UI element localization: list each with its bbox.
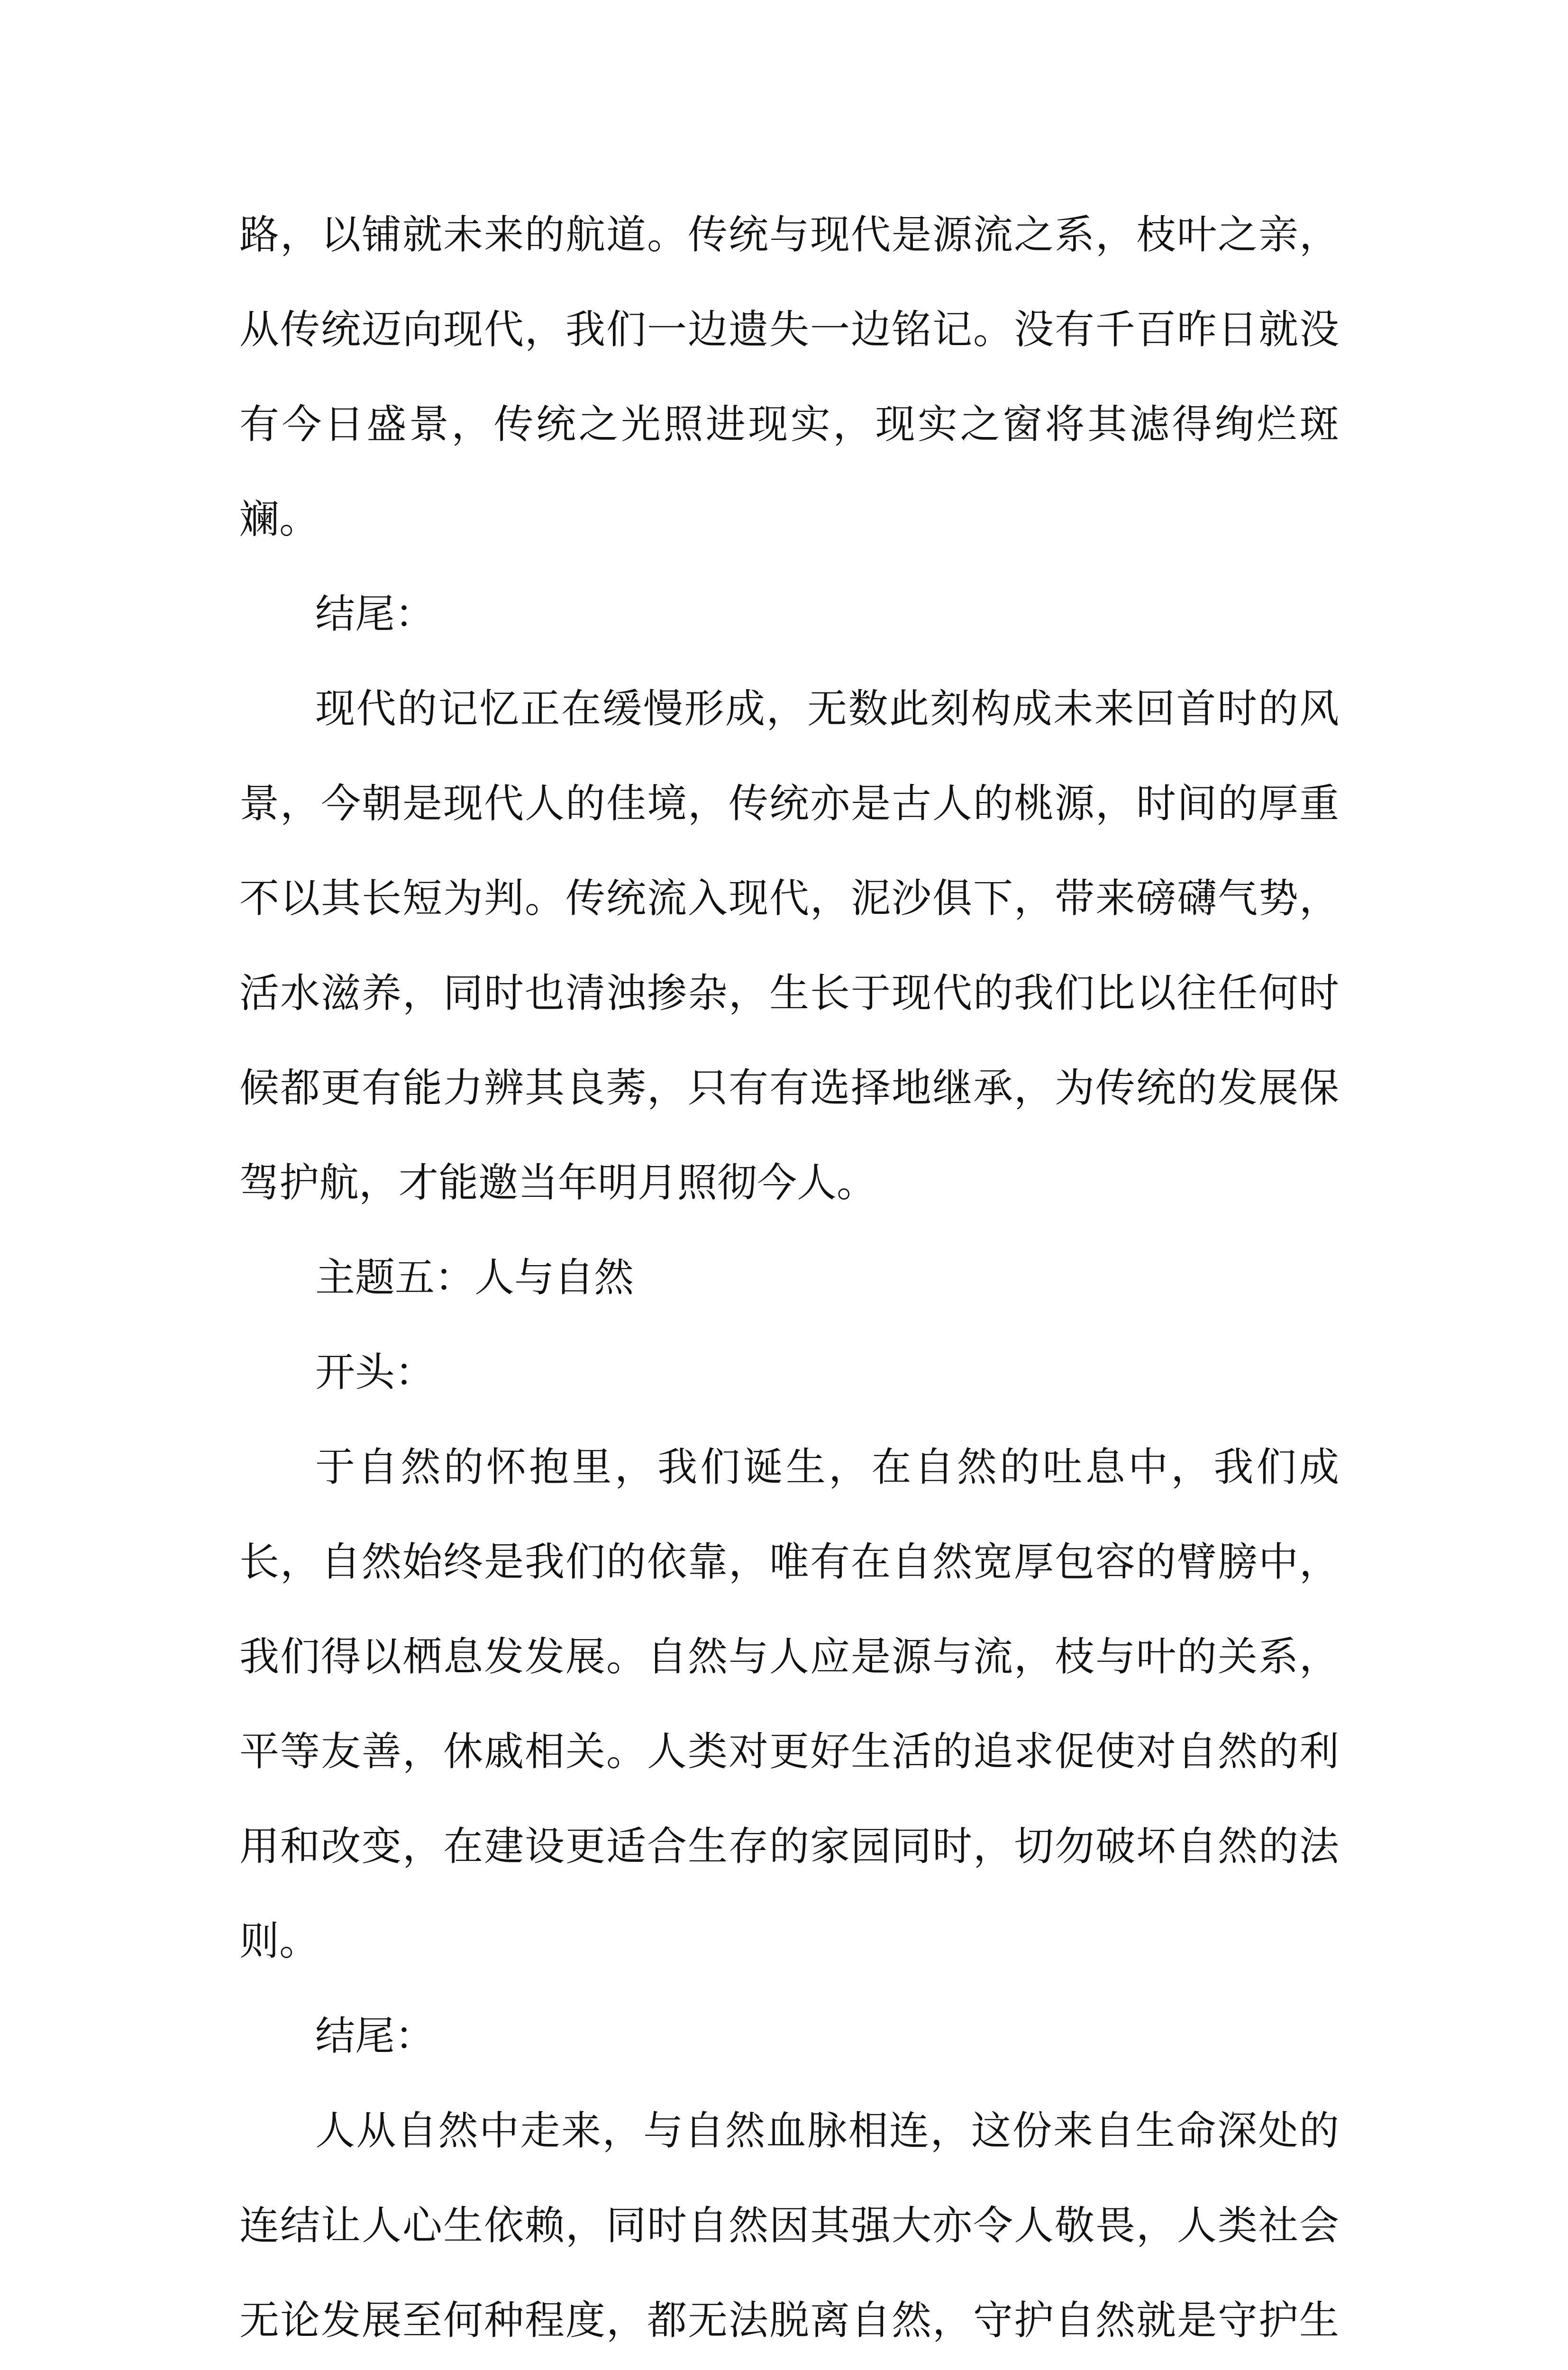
paragraph-ending-tradition: 现代的记忆正在缓慢形成，无数此刻构成未来回首时的风景，今朝是现代人的佳境，传统亦是古人的桃源，时间的厚重不以其长短为判。传统流入现代，泥沙俱下，带来磅礴气势，活水滋养，同时也清浊掺杂，生长于现代的我们比以往任何时候都更有能力辨其良莠，只有有选择地继承，为传统的发展保驾护航，才能邀当年明月照彻今人。: [239, 685, 1339, 1206]
section-label-opening: 开头：: [315, 1349, 435, 1395]
theme-heading: 主题五：人与自然: [315, 1254, 634, 1301]
paragraph-ending-nature: 人从自然中走来，与自然血脉相连，这份来自生命深处的连结让人心生依赖，同时自然因其强大亦令人敬畏，人类社会无论发展至何种程度，都无法脱离自然，守护自然就是守护生: [239, 2107, 1339, 2343]
paragraph-continuation: 路，以铺就未来的航道。传统与现代是源流之系，枝叶之亲，从传统迈向现代，我们一边遗失一边铭记。没有千百昨日就没有今日盛景，传统之光照进现实，现实之窗将其滤得绚烂斑斓。: [239, 211, 1339, 542]
document-page: [239, 187, 1339, 2370]
section-label-ending-2: 结尾：: [315, 2013, 435, 2059]
section-label-ending: 结尾：: [315, 591, 435, 637]
paragraph-opening-nature: 于自然的怀抱里，我们诞生，在自然的吐息中，我们成长，自然始终是我们的依靠，唯有在自然宽厚包容的臂膀中，我们得以栖息发发展。自然与人应是源与流，枝与叶的关系，平等友善，休戚相关。人类对更好生活的追求促使对自然的利用和改变，在建设更适合生存的家园同时，切勿破坏自然的法则。: [239, 1444, 1339, 1964]
